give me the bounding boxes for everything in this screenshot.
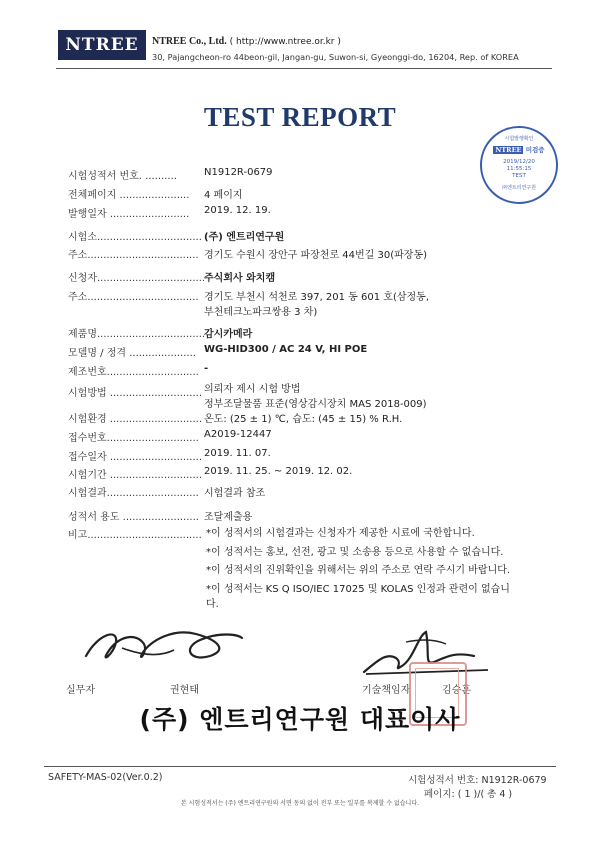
left-signature: [78, 614, 248, 678]
footer-page-number: 페이지: ( 1 )/( 총 4 ): [424, 789, 513, 800]
right-signer-name: 김승훈: [442, 685, 471, 696]
field-label: 제품명..................................: [68, 329, 206, 340]
company-address: 30, Pajangcheon-ro 44beon-gil, Jangan-gu, Suwon-si, Gyeonggi-do, 16204, Rep. of KOREA: [152, 52, 519, 62]
footer-report-number: 시험성적서 번호: N1912R-0679: [408, 775, 547, 786]
stamp-logo: [492, 145, 546, 154]
field-label: 접수일자 .............................: [68, 452, 203, 463]
footer-divider: [44, 766, 556, 767]
header-divider: [56, 68, 552, 69]
field-label: 시험환경 .............................: [68, 414, 203, 425]
left-signer-name: 권현태: [170, 685, 199, 696]
remark-note: *이 성적서의 진위확인을 위해서는 위의 주소로 연락 주시기 바랍니다.: [206, 565, 511, 576]
model-rating: WG-HID300 / AC 24 V, HI POE: [204, 344, 368, 355]
left-signer-role: 실무자: [66, 685, 95, 696]
product-name: 감시카메라: [204, 329, 253, 340]
field-label: 접수번호.............................: [68, 433, 199, 444]
serial-number: -: [204, 363, 209, 374]
stamp-logo-suffix: 미검증: [525, 146, 545, 154]
total-pages: 4 페이지: [204, 190, 243, 201]
applicant-name: 주식회사 와치캠: [204, 273, 276, 284]
remark-note: *이 성적서는 KS Q ISO/IEC 17025 및 KOLAS 인정과 관련이 없습니: [206, 584, 510, 595]
field-label: 시험성적서 번호. ..........: [68, 171, 177, 182]
applicant-address-line1: 경기도 부천시 석천로 397, 201 동 601 호(삼정동,: [204, 292, 430, 303]
stamp-datetime: [482, 159, 556, 180]
stamp-time: 11:55:15: [506, 166, 532, 172]
lab-name: (주) 엔트리연구원: [204, 232, 285, 243]
field-label: 신청자..................................: [68, 273, 206, 284]
company-url: ( http://www.ntree.or.kr ): [229, 37, 341, 47]
field-label: 시험결과.............................: [68, 488, 199, 499]
form-code: SAFETY-MAS-02(Ver.0.2): [48, 772, 163, 783]
receipt-date: 2019. 11. 07.: [204, 448, 271, 459]
field-label: 시험기간 .............................: [68, 470, 203, 481]
remark-note: *이 성적서의 시험결과는 신청자가 제공한 시료에 국한합니다.: [206, 528, 475, 539]
right-signer-role: 기술책임자: [362, 685, 411, 696]
stamp-bottom-text: ㈜엔트리연구원: [502, 185, 536, 191]
copyright-note: 본 시험성적서는 (주) 엔트리연구원의 서면 동의 없이 전부 또는 일부를 복제할 수 없습니다.: [180, 800, 420, 807]
stamp-top-text: 시험발행확인: [504, 136, 534, 142]
stamp-logo-mark: NTREE: [495, 146, 522, 154]
report-title: TEST REPORT: [203, 102, 397, 132]
field-label: 비고....................................: [68, 530, 202, 541]
test-method-line1: 의뢰자 제시 시험 방법: [204, 384, 301, 395]
test-result: 시험결과 참조: [204, 488, 266, 499]
field-label: 성적서 용도 ........................: [68, 512, 199, 523]
issue-stamp: [480, 126, 558, 204]
stamp-code: TEST: [512, 173, 526, 179]
field-label: 주소...................................: [68, 292, 199, 303]
lab-address: 경기도 수원시 장안구 파장천로 44번길 30(파장동): [204, 250, 428, 261]
issue-date: 2019. 12. 19.: [204, 205, 271, 216]
remark-note: *이 성적서는 홍보, 선전, 광고 및 소송용 등으로 사용할 수 없습니다.: [206, 547, 504, 558]
remark-note: 다.: [206, 599, 219, 610]
ntree-logo: NTREE: [58, 30, 146, 60]
field-label: 제조번호.............................: [68, 367, 199, 378]
field-label: 발행일자 .........................: [68, 209, 190, 220]
field-label: 주소...................................: [68, 250, 199, 261]
company-name: NTREE Co., Ltd.: [152, 36, 227, 47]
field-label: 시험소.................................: [68, 232, 202, 243]
test-period: 2019. 11. 25. ~ 2019. 12. 02.: [204, 466, 353, 477]
company-name-line: [152, 36, 341, 47]
field-label: 모델명 / 정격 .....................: [68, 348, 196, 359]
stamp-date: 2019/12/20: [503, 159, 535, 165]
report-number: N1912R-0679: [204, 167, 273, 178]
field-label: 전체페이지 ......................: [68, 190, 190, 201]
test-method-line2: 정부조달물품 표준(영상감시장치 MAS 2018-009): [204, 399, 427, 410]
test-environment: 온도: (25 ± 1) ℃, 습도: (45 ± 15) % R.H.: [204, 414, 403, 425]
receipt-number: A2019-12447: [204, 429, 272, 440]
applicant-address-line2: 부천테크노파크쌍용 3 차): [204, 307, 318, 318]
field-label: 시험방법 .............................: [68, 388, 203, 399]
report-purpose: 조달제출용: [204, 512, 253, 523]
ceo-signature-line: (주) 엔트리연구원 대표이사: [139, 705, 461, 734]
